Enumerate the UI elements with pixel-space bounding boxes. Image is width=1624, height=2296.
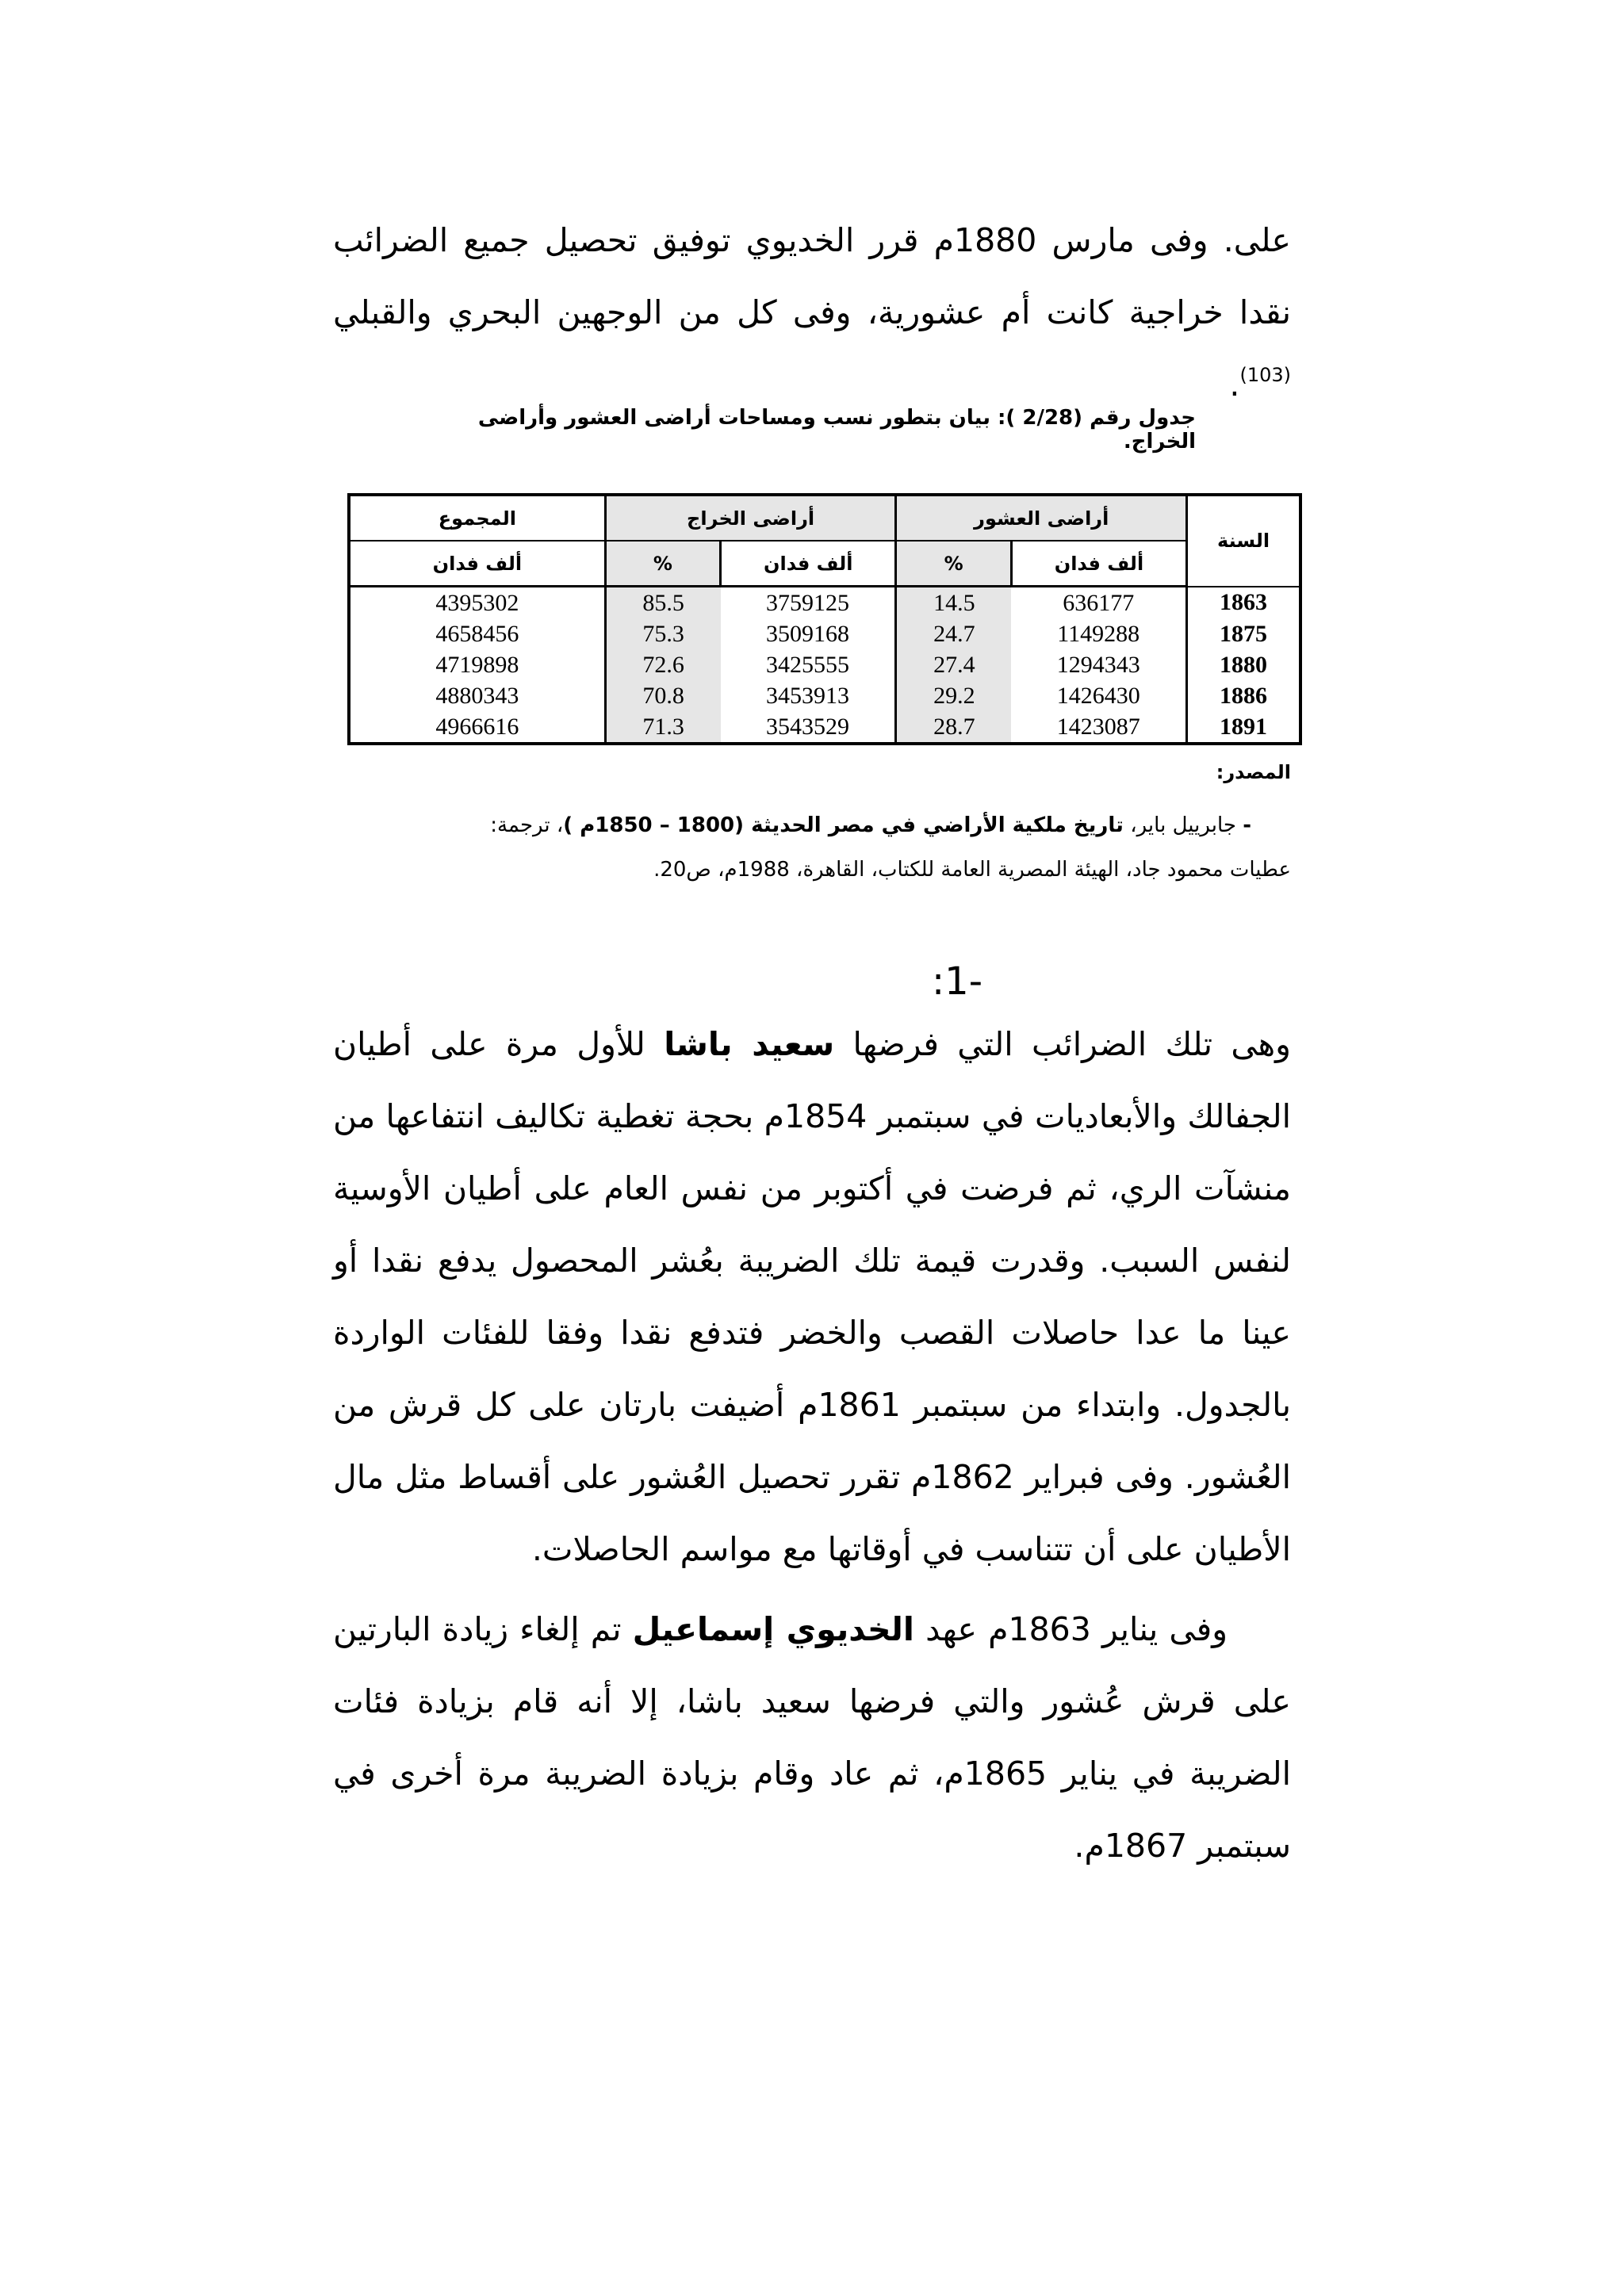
cell-year: 1891 xyxy=(1187,711,1300,744)
cell-kharaj-percent: 75.3 xyxy=(605,618,720,649)
cell-year: 1886 xyxy=(1187,680,1300,711)
cell-kharaj-area: 3759125 xyxy=(766,589,849,616)
cell-ushr-area: 1149288 xyxy=(1057,620,1140,647)
table-caption: جدول رقم (2/28 ): بيان بتطور نسب ومساحات أراضى العشور وأراضى الخراج. xyxy=(477,406,1196,453)
source-book-title: تاريخ ملكية الأراضي في مصر الحديثة (1800 – 1850م ) xyxy=(563,813,1124,837)
section-heading xyxy=(619,959,982,1004)
cell-kharaj-area: 3509168 xyxy=(766,620,849,647)
cell-kharaj-percent: 70.8 xyxy=(605,680,720,711)
cell-year: 1875 xyxy=(1187,618,1300,649)
footnote-ref-103: (103) xyxy=(1239,364,1291,386)
source-publisher: عطيات محمود جاد، الهيئة المصرية العامة للكتاب، القاهرة، 1988م، ص20. xyxy=(653,858,1291,882)
source-translator: ، ترجمة: xyxy=(490,813,564,837)
last-text-rest: تم إلغاء زيادة البارتين على قرش عُشور والتي فرضها سعيد باشا، إلا أنه قام بزيادة فئات الضريبة في يناير 1865م، ثم عاد وقام بزيادة الضريبة مرة أخرى في سبتمبر 1867م. xyxy=(333,1610,1291,1865)
cell-ushr-percent: 24.7 xyxy=(896,618,1011,649)
land-tax-table xyxy=(347,493,1302,745)
cell-year: 1863 xyxy=(1187,587,1300,619)
cell-total: 4658456 xyxy=(435,620,519,647)
table-row xyxy=(349,680,1300,711)
section-heading-colon: : xyxy=(932,959,945,1004)
cell-ushr-percent: 27.4 xyxy=(896,649,1011,680)
cell-total: 4719898 xyxy=(435,651,519,678)
source-author: جابرييل باير، xyxy=(1130,813,1236,837)
last-paragraph xyxy=(333,1594,1291,1882)
table-row xyxy=(349,711,1300,744)
cell-kharaj-area: 3425555 xyxy=(766,651,849,678)
cell-ushr-percent: 14.5 xyxy=(896,587,1011,619)
cell-kharaj-area: 3453913 xyxy=(766,682,849,709)
cell-ushr-percent: 29.2 xyxy=(896,680,1011,711)
cell-ushr-area: 1294343 xyxy=(1056,651,1140,678)
section-heading-number: 1- xyxy=(944,959,983,1004)
header-kharaj-unit: ألف فدان xyxy=(721,541,896,587)
source-citation xyxy=(293,813,1251,837)
last-text-start: وفى يناير 1863م عهد xyxy=(925,1610,1228,1648)
header-ushr-percent: % xyxy=(896,541,1011,587)
body-text-rest: للأول مرة على أطيان الجفالك والأبعاديات في سبتمبر 1854م بحجة تغطية تكاليف انتفاعها من منشآت الري، ثم فرضت في أكتوبر من نفس العام على أطيان الأوسية لنفس السبب. وقدرت قيمة تلك الضريبة بعُشر المحصول يدفع نقدا أو عينا ما عدا حاصلات القصب والخضر فتدفع نقدا وفقا للفئات الواردة بالجدول. وابتداء من سبتمبر 1861م أضيفت بارتان على كل قرش من العُشور. وفى فبراير 1862م تقرر تحصيل العُشور على أقساط مثل مال الأطيان على أن تتناسب في أوقاتها مع مواسم الحاصلات. xyxy=(333,1025,1291,1568)
cell-ushr-area: 636177 xyxy=(1063,589,1135,616)
intro-end: . xyxy=(1229,365,1240,404)
intro-paragraph xyxy=(333,205,1291,421)
header-ushr-lands: أراضى العشور xyxy=(896,495,1187,541)
cell-total: 4966616 xyxy=(435,713,519,740)
last-bold-name: الخديوي إسماعيل xyxy=(632,1610,914,1648)
header-total: المجموع xyxy=(349,495,605,541)
body-paragraph xyxy=(333,1008,1291,1586)
cell-year: 1880 xyxy=(1187,649,1300,680)
header-year: السنة xyxy=(1187,495,1300,587)
cell-total: 4395302 xyxy=(435,589,519,616)
source-label: المصدر: xyxy=(1216,761,1291,783)
cell-kharaj-area: 3543529 xyxy=(766,713,849,740)
body-bold-name: سعيد باشا xyxy=(664,1025,835,1063)
intro-text: على. وفى مارس 1880م قرر الخديوي توفيق تحصيل جميع الضرائب نقدا خراجية كانت أم عشورية، وفى كل من الوجهين البحري والقبلي xyxy=(333,221,1291,331)
table-row xyxy=(349,618,1300,649)
body-text-start: وهى تلك الضرائب التي فرضها xyxy=(852,1025,1291,1063)
header-kharaj-lands: أراضى الخراج xyxy=(605,495,896,541)
cell-ushr-area: 1426430 xyxy=(1056,682,1140,709)
header-total-unit: ألف فدان xyxy=(349,541,605,587)
table-row xyxy=(349,587,1300,619)
cell-kharaj-percent: 71.3 xyxy=(605,711,720,744)
header-kharaj-percent: % xyxy=(605,541,720,587)
cell-ushr-area: 1423087 xyxy=(1056,713,1140,740)
header-ushr-unit: ألف فدان xyxy=(1011,541,1186,587)
cell-kharaj-percent: 72.6 xyxy=(605,649,720,680)
cell-kharaj-percent: 85.5 xyxy=(605,587,720,619)
cell-total: 4880343 xyxy=(435,682,519,709)
table-row xyxy=(349,649,1300,680)
source-dash: - xyxy=(1243,813,1251,837)
cell-ushr-percent: 28.7 xyxy=(896,711,1011,744)
